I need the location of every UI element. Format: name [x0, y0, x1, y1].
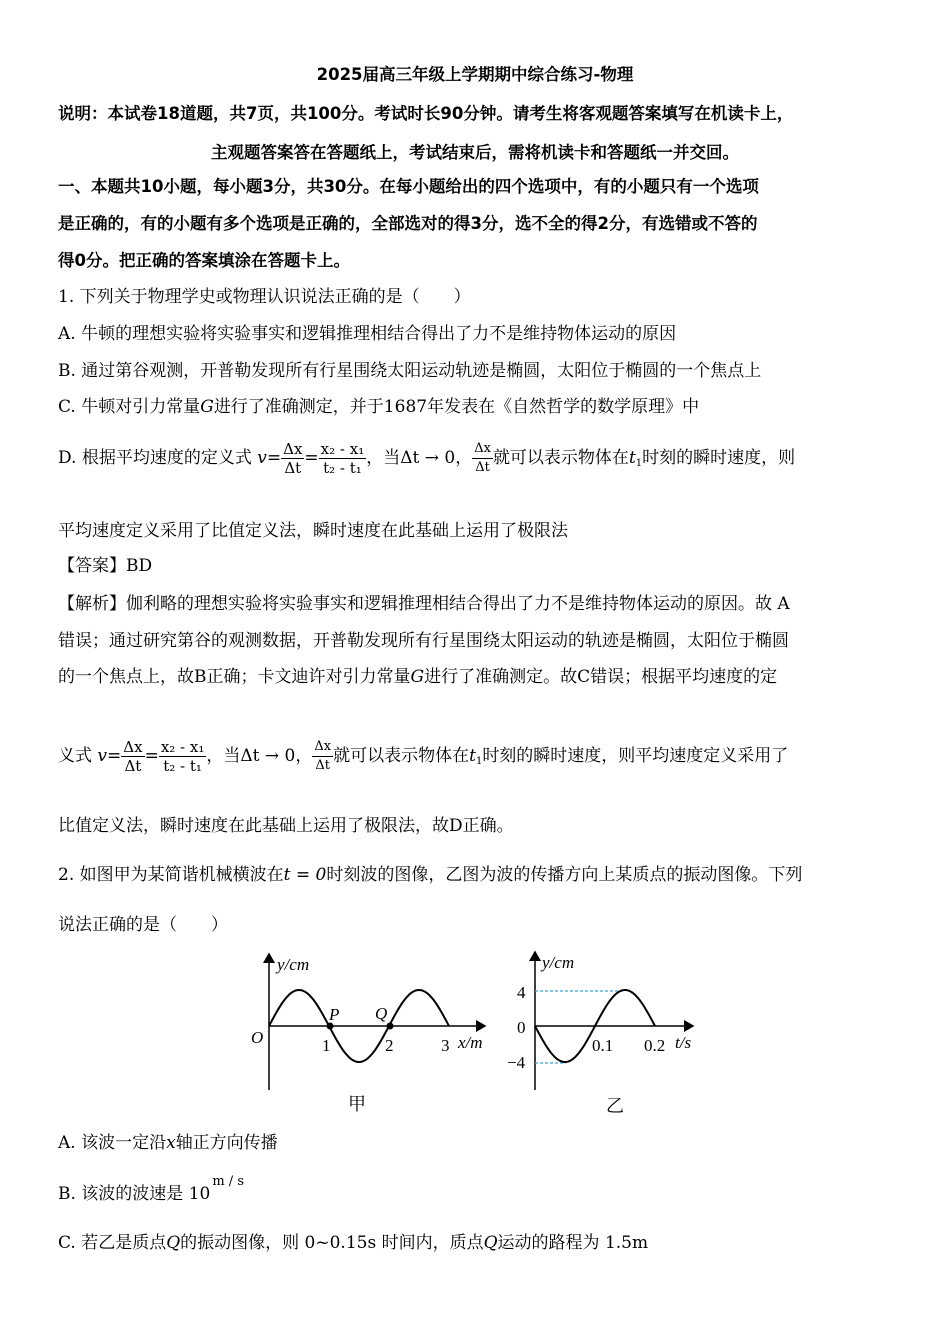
symbol-G: G: [200, 397, 214, 417]
jia-caption: 甲: [348, 1094, 366, 1114]
fraction-dx-dt: $\frac{\Delta x}{\Delta t}$: [283, 440, 303, 477]
yi-tick-01: 0.1: [592, 1036, 614, 1055]
exam-note-line2: 主观题答案答在答题纸上，考试结束后，需将机读卡和答题纸一并交回。: [211, 143, 739, 162]
q2-option-c: C. 若乙是质点Q的振动图像，则 0~0.15s 时间内，质点Q运动的路程为 1.5m: [58, 1233, 649, 1253]
q2-option-a: A. 该波一定沿x轴正方向传播: [58, 1133, 278, 1153]
q1-stem: 1. 下列关于物理学史或物理认识说法正确的是（ ）: [58, 287, 471, 307]
limit-expression: Δt → 0: [400, 448, 456, 468]
exam-title: 2025届高三年级上学期期中综合练习-物理: [316, 65, 634, 84]
yi-y-label: y/cm: [542, 953, 575, 972]
yi-tick-02: 0.2: [644, 1036, 666, 1055]
yi-tick-neg4: −4: [507, 1053, 526, 1072]
q1-option-d: D. 根据平均速度的定义式 v= $\frac{\Delta x}{\Delta t}$ = $\frac{\text{x₂ - x₁}}{\text{t₂ - t₁}}$ ，当Δt → 0， $\frac{\Delta x}{\Delta t}$ 就可以表示物体在$t_1$时刻的瞬时速度，则: [58, 440, 796, 477]
q2-stem-line2: 说法正确的是（ ）: [58, 915, 228, 935]
q1-option-b: B. 通过第谷观测，开普勒发现所有行星围绕太阳运动轨迹是椭圆，太阳位于椭圆的一个焦点上: [58, 361, 762, 381]
q2-option-b: B. 该波的波速是 $10^{m / s}$: [58, 1174, 244, 1204]
yi-tick-4: 4: [517, 983, 526, 1002]
jia-tick-2: 2: [385, 1036, 394, 1055]
jia-label-q: Q: [375, 1004, 388, 1023]
jia-y-label: y/cm: [277, 955, 310, 974]
q2-stem-line1: 2. 如图甲为某简谐机械横波在t = 0时刻波的图像，乙图为波的传播方向上某质点的振动图像。下列: [58, 865, 803, 885]
q1-option-d-line2: 平均速度定义采用了比值定义法，瞬时速度在此基础上运用了极限法: [58, 521, 568, 541]
jia-tick-1: 1: [322, 1036, 331, 1055]
jia-origin: O: [251, 1028, 264, 1047]
graph-jia: [251, 954, 485, 1114]
exam-note-line1: 说明：本试卷18道题，共7页，共100分。考试时长90分钟。请考生将客观题答案填写在机读卡上，: [58, 104, 794, 123]
q1-option-a: A. 牛顿的理想实验将实验事实和逻辑推理相结合得出了力不是维持物体运动的原因: [58, 324, 677, 344]
q1-explanation-line5: 比值定义法，瞬时速度在此基础上运用了极限法，故D正确。: [58, 816, 514, 836]
jia-x-label: x/m: [458, 1033, 483, 1052]
q1-answer: 【答案】BD: [58, 556, 153, 576]
section1-line1: 一、本题共10小题，每小题3分，共30分。在每小题给出的四个选项中，有的小题只有一个选项: [58, 177, 759, 196]
q2-figures: [0, 940, 950, 1120]
q1-explanation-line3: 的一个焦点上，故B正确；卡文迪许对引力常量G进行了准确测定。故C错误；根据平均速度的定: [58, 667, 778, 687]
jia-label-p: P: [329, 1005, 340, 1024]
yi-tick-0: 0: [517, 1018, 526, 1037]
fraction-dx-dt-small: $\frac{\Delta x}{\Delta t}$: [474, 441, 491, 475]
jia-tick-3: 3: [441, 1036, 450, 1055]
q1-option-c: C. 牛顿对引力常量G进行了准确测定，并于1687年发表在《自然哲学的数学原理》中: [58, 397, 700, 417]
fraction-x-t: $\frac{\text{x₂ - x₁}}{\text{t₂ - t₁}}$: [320, 440, 365, 477]
jia-point-q: [387, 1023, 394, 1030]
q1-explanation-line1: 【解析】伽利略的理想实验将实验事实和逻辑推理相结合得出了力不是维持物体运动的原因。故 A: [58, 594, 790, 614]
section1-line2: 是正确的，有的小题有多个选项是正确的，全部选对的得3分，选不全的得2分，有选错或不答的: [58, 214, 758, 233]
yi-caption: 乙: [606, 1096, 624, 1116]
q1-explanation-line2: 错误；通过研究第谷的观测数据，开普勒发现所有行星围绕太阳运动的轨迹是椭圆，太阳位于椭圆: [58, 631, 789, 651]
section1-line3: 得0分。把正确的答案填涂在答题卡上。: [58, 251, 350, 270]
yi-x-label: t/s: [675, 1033, 692, 1052]
graph-yi: [507, 952, 693, 1116]
q1-explanation-line4: 义式 v= $\frac{\Delta x}{\Delta t}$ = $\frac{\text{x₂ - x₁}}{\text{t₂ - t₁}}$ ，当Δt → 0， $\frac{\Delta x}{\Delta t}$ 就可以表示物体在$t_1$时刻的瞬时速度，则平均速度定义采用了: [58, 738, 789, 775]
